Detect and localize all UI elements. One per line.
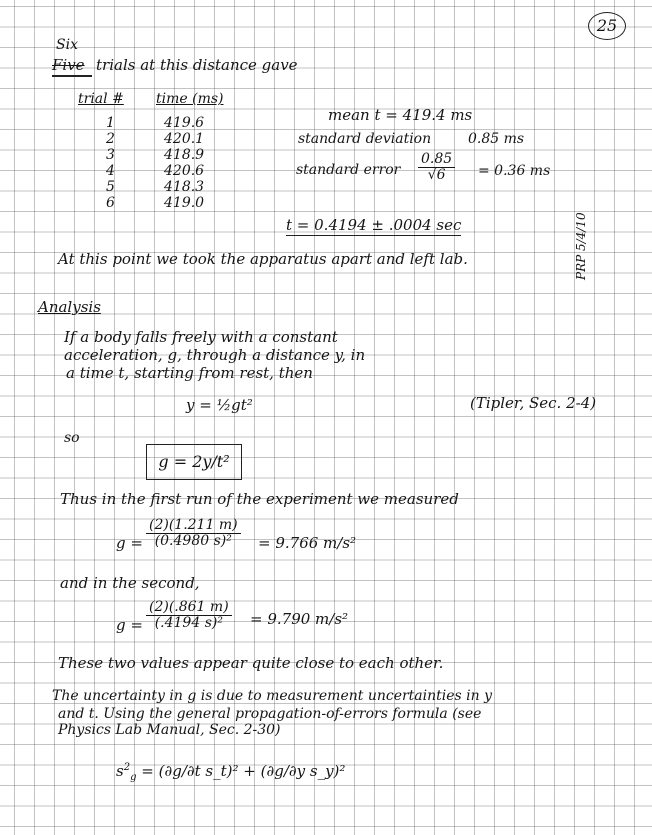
corrected-word: Six: [56, 37, 78, 53]
std-err-result: = 0.36 ms: [478, 163, 551, 179]
uncertainty-line: The uncertainty in g is due to measurement uncertainties in y: [52, 688, 493, 704]
trial-time: 418.3: [164, 179, 205, 195]
g1-numerator: (2)(1.211 m): [146, 518, 241, 534]
lab-note: At this point we took the apparatus apart and left lab.: [58, 250, 468, 268]
final-t-text: t = 0.4194 ± .0004 sec: [286, 216, 462, 234]
second-run-text: and in the second,: [60, 574, 200, 592]
trial-number: 6: [106, 195, 115, 211]
kinematic-equation: y = ½gt²: [186, 396, 253, 414]
g2-result: = 9.790 m/s²: [250, 610, 349, 628]
propagation-rhs: = (∂g/∂t s_t)² + (∂g/∂y s_y)²: [141, 762, 346, 780]
analysis-para-line: acceleration, g, through a distance y, in: [64, 346, 366, 364]
trial-time: 420.1: [164, 131, 205, 147]
first-run-text: Thus in the first run of the experiment we measured: [60, 490, 459, 508]
trial-number: 5: [106, 179, 115, 195]
initials-stamp: [572, 212, 612, 282]
propagation-lhs: s: [116, 762, 124, 780]
so-word: so: [64, 430, 80, 446]
g1-lhs: g =: [116, 534, 143, 552]
mean-value: mean t = 419.4 ms: [328, 106, 473, 124]
struck-word: Five: [52, 56, 85, 74]
trial-time: 418.9: [164, 147, 205, 163]
std-err-denominator: √6: [427, 167, 446, 184]
std-err-numerator: 0.85: [418, 152, 455, 168]
trial-number: 1: [106, 115, 115, 131]
g1-fraction: [146, 518, 241, 550]
boxed-g-equation: [146, 444, 242, 480]
trial-number: 2: [106, 131, 115, 147]
g-eq-rhs: 2y/t²: [192, 452, 230, 471]
std-dev-label: standard deviation: [298, 131, 432, 147]
uncertainty-line: and t. Using the general propagation-of-errors formula (see: [58, 706, 482, 722]
analysis-para-line: If a body falls freely with a constant: [64, 328, 338, 346]
header-line: trials at this distance gave: [96, 56, 298, 74]
header-underline: [52, 75, 92, 77]
trial-time: 419.0: [164, 195, 205, 211]
g1-denominator: (0.4980 s)²: [154, 533, 232, 550]
trial-number: 3: [106, 147, 115, 163]
std-err-label: standard error: [296, 162, 401, 178]
g2-numerator: (2)(.861 m): [146, 600, 232, 616]
propagation-formula: $s^2_g = (\partial g/\partial t$ s_t)² + (∂g/∂y s_y)²: [116, 762, 346, 783]
g2-lhs: g =: [116, 616, 143, 634]
g2-denominator: (.4194 s)²: [154, 615, 223, 632]
g2-fraction: [146, 600, 232, 632]
comparison-text: These two values appear quite close to each other.: [58, 654, 444, 672]
g-eq-lhs: g =: [158, 452, 188, 471]
col-time-header: time (ms): [156, 91, 224, 107]
page-number: 25: [588, 12, 626, 40]
initials-text: PRP 5/4/10: [574, 212, 588, 280]
final-t-value: [286, 216, 461, 234]
analysis-heading: Analysis: [38, 298, 101, 316]
trial-number: 4: [106, 163, 115, 179]
analysis-para-line: a time t, starting from rest, then: [66, 364, 313, 382]
textbook-reference: (Tipler, Sec. 2-4): [470, 394, 597, 412]
trial-time: 419.6: [164, 115, 205, 131]
g1-result: = 9.766 m/s²: [258, 534, 357, 552]
std-err-fraction: [418, 152, 455, 184]
std-dev-value: 0.85 ms: [468, 131, 525, 147]
trial-time: 420.6: [164, 163, 205, 179]
uncertainty-line: Physics Lab Manual, Sec. 2-30): [58, 722, 281, 738]
col-trial-header: trial #: [78, 91, 124, 107]
